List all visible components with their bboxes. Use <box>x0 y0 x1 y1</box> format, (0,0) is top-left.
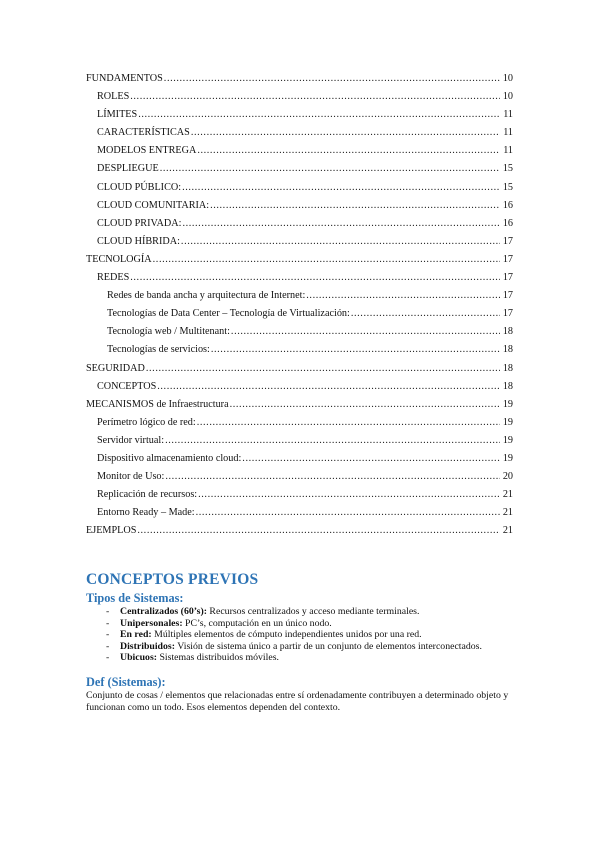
toc-entry-title: MECANISMOS de Infraestructura <box>86 398 229 410</box>
toc-entry[interactable] <box>86 215 513 233</box>
toc-entry-title: ROLES <box>97 91 130 103</box>
toc-entry-title: Replicación de recursos: <box>97 489 198 501</box>
toc-entry-page: 17 <box>502 235 513 247</box>
table-of-contents <box>86 70 513 540</box>
toc-entry[interactable] <box>86 269 513 287</box>
toc-entry-title: CONCEPTOS <box>97 380 157 392</box>
toc-entry-page: 17 <box>502 308 513 320</box>
toc-entry-page: 17 <box>502 290 513 302</box>
toc-entry-page: 21 <box>502 507 513 519</box>
toc-leader-dots <box>146 360 500 378</box>
toc-entry[interactable] <box>86 450 513 468</box>
toc-entry-page: 15 <box>502 181 513 193</box>
toc-leader-dots <box>351 305 500 323</box>
toc-entry-page: 18 <box>502 362 513 374</box>
spacer <box>86 664 516 674</box>
toc-entry-title: Tecnología web / Multitenant: <box>107 326 230 338</box>
toc-entry-title: Dispositivo almacenamiento cloud: <box>97 452 242 464</box>
toc-entry[interactable] <box>86 378 513 396</box>
toc-entry-title: CLOUD PRIVADA: <box>97 217 182 229</box>
toc-leader-dots <box>196 504 500 522</box>
toc-entry[interactable] <box>86 486 513 504</box>
toc-entry[interactable] <box>86 305 513 323</box>
list-item-description: Sistemas distribuidos móviles. <box>157 652 279 664</box>
toc-entry-page: 15 <box>502 163 513 175</box>
toc-leader-dots <box>137 522 500 540</box>
toc-entry[interactable] <box>86 251 513 269</box>
toc-leader-dots <box>231 323 500 341</box>
toc-entry-page: 20 <box>502 471 513 483</box>
toc-entry-title: DESPLIEGUE <box>97 163 159 175</box>
toc-leader-dots <box>197 414 500 432</box>
toc-leader-dots <box>230 396 500 414</box>
toc-entry-title: CLOUD HÍBRIDA: <box>97 235 180 247</box>
toc-entry-page: 19 <box>502 434 513 446</box>
toc-entry[interactable] <box>86 142 513 160</box>
toc-entry[interactable] <box>86 179 513 197</box>
toc-entry-page: 21 <box>502 525 513 537</box>
toc-entry-title: CARACTERÍSTICAS <box>97 127 190 139</box>
toc-entry-page: 19 <box>502 416 513 428</box>
toc-entry[interactable] <box>86 197 513 215</box>
toc-entry-page: 16 <box>502 217 513 229</box>
list-item-term: Ubicuos: <box>120 652 158 664</box>
toc-entry[interactable] <box>86 323 513 341</box>
toc-leader-dots <box>160 160 500 178</box>
toc-entry[interactable] <box>86 233 513 251</box>
toc-leader-dots <box>210 197 500 215</box>
toc-entry-page: 17 <box>502 253 513 265</box>
toc-leader-dots <box>242 450 500 468</box>
toc-entry[interactable] <box>86 70 513 88</box>
toc-leader-dots <box>165 432 500 450</box>
list-item <box>106 641 516 653</box>
toc-leader-dots <box>130 88 500 106</box>
toc-entry-page: 11 <box>503 145 513 157</box>
dash-bullet-icon: - <box>106 652 110 664</box>
toc-entry-page: 18 <box>502 326 513 338</box>
toc-entry-title: Servidor virtual: <box>97 434 165 446</box>
definition-paragraph: Conjunto de cosas / elementos que relacionadas entre sí ordenadamente contribuyen a determinado objeto y funcionan como un todo. Esos elementos dependen del contexto. <box>86 689 509 714</box>
toc-entry-title: FUNDAMENTOS <box>86 73 163 84</box>
section-heading: CONCEPTOS PREVIOS <box>86 571 259 588</box>
dash-bullet-icon: - <box>106 629 110 641</box>
toc-entry[interactable] <box>86 341 513 359</box>
dash-bullet-icon: - <box>106 617 110 629</box>
list-item-term: En red: <box>120 629 152 641</box>
toc-entry-title: SEGURIDAD <box>86 362 145 374</box>
toc-entry-page: 21 <box>502 489 513 501</box>
toc-entry-page: 11 <box>503 109 513 121</box>
list-item <box>106 629 516 641</box>
toc-leader-dots <box>153 251 500 269</box>
toc-entry-title: LÍMITES <box>97 109 138 121</box>
list-item-term: Unipersonales: <box>120 617 183 629</box>
toc-entry[interactable] <box>86 124 513 142</box>
concepts-section <box>86 570 516 715</box>
toc-leader-dots <box>164 70 500 88</box>
systems-type-list <box>86 606 516 664</box>
toc-entry[interactable] <box>86 432 513 450</box>
toc-entry[interactable] <box>86 160 513 178</box>
dash-bullet-icon: - <box>106 640 110 652</box>
toc-entry-title: Entorno Ready – Made: <box>97 507 195 519</box>
toc-leader-dots <box>197 142 500 160</box>
toc-leader-dots <box>198 486 500 504</box>
list-item-term: Distribuidos: <box>120 640 175 652</box>
toc-entry-title: Perímetro lógico de red: <box>97 416 196 428</box>
toc-entry[interactable] <box>86 396 513 414</box>
toc-entry[interactable] <box>86 414 513 432</box>
toc-entry-page: 18 <box>502 344 513 356</box>
toc-leader-dots <box>157 378 500 396</box>
toc-entry-page: 11 <box>503 127 513 139</box>
toc-entry-title: Tecnologías de servicios: <box>107 344 210 356</box>
toc-leader-dots <box>306 287 500 305</box>
list-item <box>106 618 516 630</box>
toc-leader-dots <box>165 468 500 486</box>
toc-entry-page: 19 <box>502 398 513 410</box>
toc-entry-title: CLOUD PÚBLICO: <box>97 181 182 193</box>
list-item-term: Centralizados (60’s): <box>120 606 207 617</box>
toc-entry-title: MODELOS ENTREGA <box>97 145 197 157</box>
list-item-description: Visión de sistema único a partir de un conjunto de elementos interconectados. <box>174 640 482 652</box>
toc-entry[interactable] <box>86 287 513 305</box>
toc-leader-dots <box>191 124 500 142</box>
toc-entry-page: 19 <box>502 452 513 464</box>
toc-entry-page: 16 <box>502 199 513 211</box>
toc-entry-title: Tecnologías de Data Center – Tecnología de Virtualización: <box>107 308 350 320</box>
toc-entry-page: 17 <box>502 272 513 284</box>
list-item <box>106 606 516 618</box>
list-item <box>106 652 516 664</box>
toc-entry-title: Redes de banda ancha y arquitectura de Internet: <box>107 290 306 302</box>
toc-leader-dots <box>181 233 500 251</box>
dash-bullet-icon: - <box>106 606 110 617</box>
toc-entry[interactable] <box>86 522 513 540</box>
toc-entry-title: EJEMPLOS <box>86 525 137 537</box>
toc-entry-page: 10 <box>502 73 513 84</box>
toc-leader-dots <box>211 341 500 359</box>
toc-entry-page: 18 <box>502 380 513 392</box>
list-item-description: Recursos centralizados y acceso mediante terminales. <box>206 606 420 617</box>
list-item-description: Múltiples elementos de cómputo independientes unidos por una red. <box>151 629 422 641</box>
toc-leader-dots <box>182 179 500 197</box>
toc-entry[interactable] <box>86 88 513 106</box>
toc-entry-title: TECNOLOGÍA <box>86 253 152 265</box>
toc-entry[interactable] <box>86 468 513 486</box>
toc-entry[interactable] <box>86 106 513 124</box>
section-subheading: Tipos de Sistemas: <box>86 591 184 605</box>
toc-entry-title: CLOUD COMUNITARIA: <box>97 199 210 211</box>
toc-entry[interactable] <box>86 360 513 378</box>
toc-entry-title: REDES <box>97 272 130 284</box>
toc-leader-dots <box>130 269 500 287</box>
toc-entry-title: Monitor de Uso: <box>97 471 165 483</box>
definition-heading: Def (Sistemas): <box>86 674 166 689</box>
toc-leader-dots <box>138 106 500 124</box>
list-item-description: PC’s, computación en un único nodo. <box>182 617 332 629</box>
toc-entry-page: 10 <box>502 91 513 103</box>
toc-leader-dots <box>182 215 500 233</box>
toc-entry[interactable] <box>86 504 513 522</box>
